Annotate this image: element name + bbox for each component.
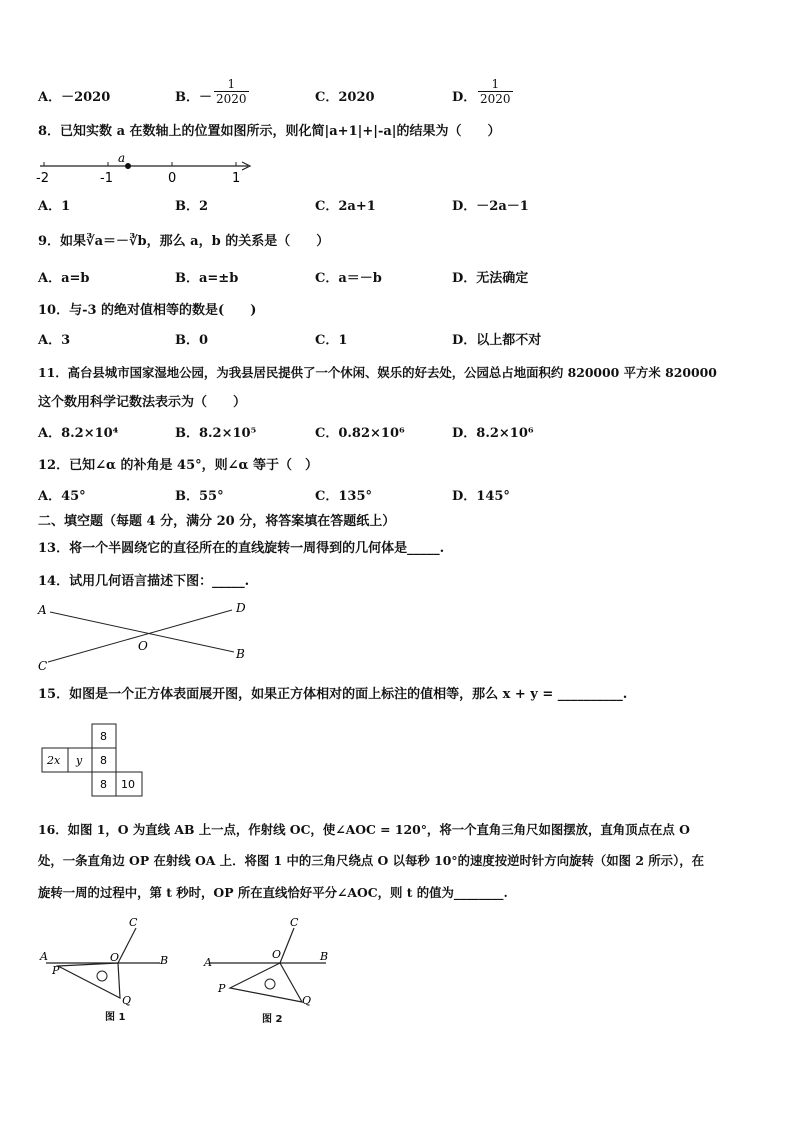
label-o: O [272, 948, 282, 961]
q7-option-b-prefix: B．－ [175, 90, 212, 105]
q8-option-d: D．－2a－1 [452, 199, 529, 214]
q16-stem-line1: 16．如图 1，O 为直线 AB 上一点，作射线 OC，使∠AOC = 120°，将一个直角三角尺如图摆放，直角顶点在点 O [38, 822, 690, 837]
q9-stem: 9．如果∛a＝－∛b，那么 a，b 的关系是（ ） [38, 234, 330, 249]
q8-option-a: A．1 [38, 199, 71, 214]
q14-stem: 14．试用几何语言描述下图：_____. [38, 574, 250, 589]
q12-option-b: B．55° [175, 489, 224, 504]
label-p: P [218, 982, 226, 995]
q9-option-b: B．a=±b [175, 271, 239, 286]
q11-stem-line1: 11．高台县城市国家湿地公园，为我县居民提供了一个休闲、娱乐的好去处，公园总占地面积约 820000 平方米 820000 [38, 365, 717, 380]
q10-stem: 10．与-3 的绝对值相等的数是( ) [38, 303, 257, 318]
q8-stem: 8．已知实数 a 在数轴上的位置如图所示，则化简|a+1|+|-a|的结果为（ ） [38, 124, 501, 139]
label-b: B [320, 950, 329, 963]
label-a: A [38, 603, 47, 617]
q16-stem-line2: 处，一条直角边 OP 在射线 OA 上．将图 1 中的三角尺绕点 O 以每秒 10°的速度按逆时针方向旋转（如图 2 所示），在 [38, 853, 705, 868]
cell-value: 8 [100, 730, 107, 743]
tick-label: -2 [36, 171, 49, 186]
figure-1-caption: 图 1 [105, 1012, 126, 1023]
q11-option-b: B．8.2×10⁵ [175, 426, 257, 441]
label-c: C [38, 659, 48, 673]
q10-option-a: A．3 [38, 333, 71, 348]
q14-intersecting-lines-figure [36, 598, 256, 676]
q11-option-c: C．0.82×10⁶ [315, 426, 405, 441]
fraction-numerator: 1 [214, 77, 249, 92]
q10-option-c: C．1 [315, 333, 348, 348]
q7-option-d-fraction [478, 77, 513, 106]
q15-stem: 15．如图是一个正方体表面展开图，如果正方体相对的面上标注的值相等，那么 x + y = __________. [38, 687, 628, 702]
q8-number-line [36, 150, 256, 186]
q8-option-b: B．2 [175, 199, 209, 214]
label-q: Q [122, 994, 132, 1007]
label-b: B [236, 647, 245, 661]
label-q: Q [302, 994, 312, 1007]
q16-figure-2 [202, 918, 342, 1018]
q11-option-d: D．8.2×10⁶ [452, 426, 534, 441]
q10-option-b: B．0 [175, 333, 209, 348]
label-c: C [129, 916, 138, 929]
fraction-denominator: 2020 [480, 92, 511, 106]
label-p: P [52, 964, 60, 977]
point-a-label: a [118, 151, 126, 165]
q7-option-b-fraction [214, 77, 249, 106]
cell-value: 2x [47, 754, 61, 767]
label-b: B [160, 954, 169, 967]
q12-option-a: A．45° [38, 489, 86, 504]
q13-stem: 13．将一个半圆绕它的直径所在的直线旋转一周得到的几何体是_____. [38, 541, 445, 556]
label-c: C [290, 916, 299, 929]
cell-value: 8 [100, 778, 107, 791]
q11-stem-line2: 这个数用科学记数法表示为（ ） [38, 395, 247, 410]
figure-2-caption: 图 2 [262, 1014, 283, 1025]
q15-cube-net-figure [40, 724, 150, 796]
point-a-dot [125, 163, 131, 169]
q7-option-d-prefix: D． [452, 90, 477, 105]
label-d: D [236, 601, 246, 615]
q12-stem: 12．已知∠α 的补角是 45°，则∠α 等于（ ） [38, 458, 319, 473]
tick-label: 0 [168, 171, 177, 186]
section-heading: 二、填空题（每题 4 分，满分 20 分，将答案填在答题纸上） [38, 514, 396, 529]
label-o: O [110, 951, 120, 964]
q8-option-c: C．2a+1 [315, 199, 376, 214]
tick-label: -1 [100, 171, 113, 186]
q7-option-a: A．－2020 [38, 90, 111, 105]
label-o: O [138, 639, 148, 653]
tick-label: 1 [232, 171, 241, 186]
q9-option-a: A．a=b [38, 271, 90, 286]
cell-value: y [76, 754, 83, 767]
fraction-numerator: 1 [478, 77, 513, 92]
q9-option-c: C．a＝－b [315, 271, 382, 286]
q10-option-d: D．以上都不对 [452, 333, 542, 348]
label-a: A [204, 956, 212, 969]
fraction-denominator: 2020 [216, 92, 247, 106]
q12-option-d: D．145° [452, 489, 510, 504]
label-a: A [40, 950, 48, 963]
q9-option-d: D．无法确定 [452, 271, 529, 286]
cell-value: 8 [100, 754, 107, 767]
q11-option-a: A．8.2×10⁴ [38, 426, 119, 441]
q16-stem-line3: 旋转一周的过程中，第 t 秒时，OP 所在直线恰好平分∠AOC，则 t 的值为________. [38, 885, 508, 900]
q7-option-c: C．2020 [315, 90, 375, 105]
cell-value: 10 [121, 778, 135, 791]
q16-figure-1 [38, 918, 178, 1018]
q12-option-c: C．135° [315, 489, 372, 504]
